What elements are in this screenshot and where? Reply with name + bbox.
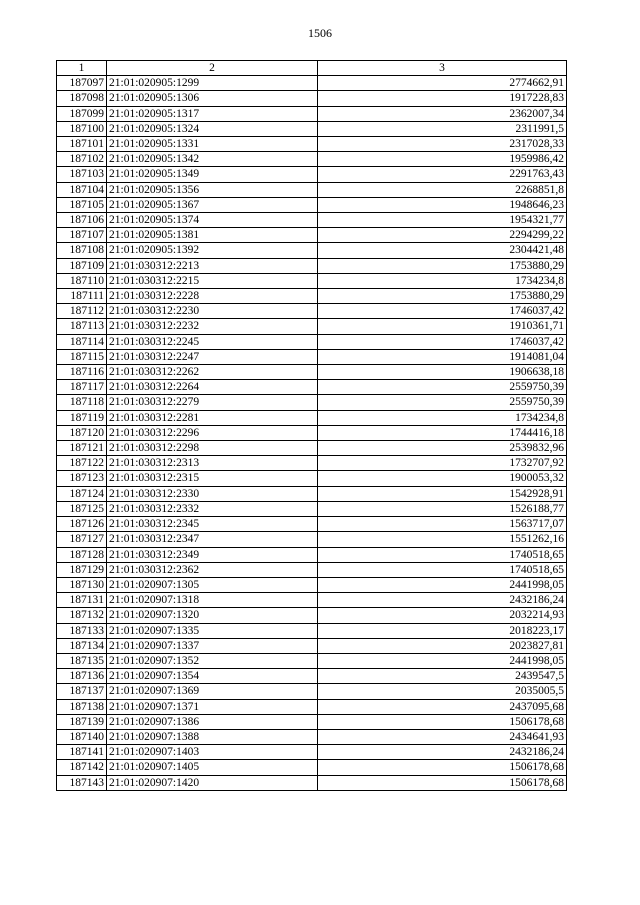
row-number-cell: 187118 xyxy=(57,395,107,410)
cadastral-number-cell: 21:01:030312:2362 xyxy=(107,562,318,577)
table-row xyxy=(57,623,567,638)
cadastral-number-cell: 21:01:020907:1305 xyxy=(107,577,318,592)
cadastral-number-cell: 21:01:030312:2347 xyxy=(107,532,318,547)
table-row xyxy=(57,91,567,106)
table-row xyxy=(57,684,567,699)
row-number-cell: 187112 xyxy=(57,304,107,319)
value-cell: 1734234,8 xyxy=(318,273,567,288)
value-cell: 2432186,24 xyxy=(318,593,567,608)
table-row xyxy=(57,213,567,228)
row-number-cell: 187111 xyxy=(57,289,107,304)
value-cell: 2304421,48 xyxy=(318,243,567,258)
cadastral-number-cell: 21:01:020905:1324 xyxy=(107,121,318,136)
value-cell: 2018223,17 xyxy=(318,623,567,638)
cadastral-number-cell: 21:01:020905:1356 xyxy=(107,182,318,197)
table-row xyxy=(57,152,567,167)
value-cell: 1948646,23 xyxy=(318,197,567,212)
table-row xyxy=(57,137,567,152)
cadastral-number-cell: 21:01:030312:2264 xyxy=(107,380,318,395)
value-cell: 1959986,42 xyxy=(318,152,567,167)
row-number-cell: 187130 xyxy=(57,577,107,592)
value-cell: 2439547,5 xyxy=(318,669,567,684)
row-number-cell: 187108 xyxy=(57,243,107,258)
cadastral-number-cell: 21:01:020905:1306 xyxy=(107,91,318,106)
cadastral-number-cell: 21:01:020907:1369 xyxy=(107,684,318,699)
table-row xyxy=(57,258,567,273)
value-cell: 2432186,24 xyxy=(318,745,567,760)
table-row xyxy=(57,760,567,775)
value-cell: 1753880,29 xyxy=(318,289,567,304)
cadastral-number-cell: 21:01:030312:2279 xyxy=(107,395,318,410)
row-number-cell: 187133 xyxy=(57,623,107,638)
table-body xyxy=(57,76,567,791)
table-row xyxy=(57,182,567,197)
cadastral-number-cell: 21:01:030312:2215 xyxy=(107,273,318,288)
row-number-cell: 187123 xyxy=(57,471,107,486)
table-row xyxy=(57,106,567,121)
cadastral-number-cell: 21:01:020907:1318 xyxy=(107,593,318,608)
cadastral-number-cell: 21:01:030312:2262 xyxy=(107,365,318,380)
cadastral-number-cell: 21:01:030312:2315 xyxy=(107,471,318,486)
row-number-cell: 187125 xyxy=(57,501,107,516)
cadastral-number-cell: 21:01:020907:1386 xyxy=(107,714,318,729)
row-number-cell: 187122 xyxy=(57,456,107,471)
value-cell: 1506178,68 xyxy=(318,775,567,790)
value-cell: 1542928,91 xyxy=(318,486,567,501)
table-row xyxy=(57,501,567,516)
cadastral-number-cell: 21:01:020907:1320 xyxy=(107,608,318,623)
value-cell: 1954321,77 xyxy=(318,213,567,228)
cadastral-number-cell: 21:01:030312:2345 xyxy=(107,517,318,532)
row-number-cell: 187138 xyxy=(57,699,107,714)
table-row xyxy=(57,319,567,334)
row-number-cell: 187106 xyxy=(57,213,107,228)
cadastral-number-cell: 21:01:030312:2213 xyxy=(107,258,318,273)
row-number-cell: 187099 xyxy=(57,106,107,121)
table-row xyxy=(57,349,567,364)
table-row xyxy=(57,699,567,714)
value-cell: 1906638,18 xyxy=(318,365,567,380)
row-number-cell: 187132 xyxy=(57,608,107,623)
cadastral-number-cell: 21:01:020907:1352 xyxy=(107,653,318,668)
row-number-cell: 187101 xyxy=(57,137,107,152)
value-cell: 2268851,8 xyxy=(318,182,567,197)
table-row xyxy=(57,365,567,380)
page-number: 1506 xyxy=(308,26,332,40)
table-row xyxy=(57,334,567,349)
row-number-cell: 187137 xyxy=(57,684,107,699)
table-row xyxy=(57,304,567,319)
table-row xyxy=(57,121,567,136)
cadastral-number-cell: 21:01:030312:2330 xyxy=(107,486,318,501)
value-cell: 2539832,96 xyxy=(318,441,567,456)
column-header-3: 3 xyxy=(318,61,567,76)
value-cell: 2774662,91 xyxy=(318,76,567,91)
cadastral-number-cell: 21:01:030312:2313 xyxy=(107,456,318,471)
cadastral-number-cell: 21:01:020905:1392 xyxy=(107,243,318,258)
row-number-cell: 187114 xyxy=(57,334,107,349)
value-cell: 2311991,5 xyxy=(318,121,567,136)
row-number-cell: 187103 xyxy=(57,167,107,182)
cadastral-number-cell: 21:01:020905:1367 xyxy=(107,197,318,212)
value-cell: 1746037,42 xyxy=(318,304,567,319)
value-cell: 1551262,16 xyxy=(318,532,567,547)
row-number-cell: 187136 xyxy=(57,669,107,684)
cadastral-number-cell: 21:01:020907:1420 xyxy=(107,775,318,790)
cadastral-number-cell: 21:01:020905:1299 xyxy=(107,76,318,91)
table-row xyxy=(57,228,567,243)
value-cell: 1746037,42 xyxy=(318,334,567,349)
cadastral-number-cell: 21:01:030312:2228 xyxy=(107,289,318,304)
table-row xyxy=(57,273,567,288)
cadastral-number-cell: 21:01:020905:1342 xyxy=(107,152,318,167)
value-cell: 1914081,04 xyxy=(318,349,567,364)
table-row xyxy=(57,395,567,410)
cadastral-number-cell: 21:01:020905:1381 xyxy=(107,228,318,243)
value-cell: 2317028,33 xyxy=(318,137,567,152)
table-row xyxy=(57,456,567,471)
cadastral-number-cell: 21:01:020905:1331 xyxy=(107,137,318,152)
value-cell: 2362007,34 xyxy=(318,106,567,121)
row-number-cell: 187135 xyxy=(57,653,107,668)
row-number-cell: 187115 xyxy=(57,349,107,364)
cadastral-number-cell: 21:01:020905:1349 xyxy=(107,167,318,182)
row-number-cell: 187100 xyxy=(57,121,107,136)
cadastral-number-cell: 21:01:030312:2230 xyxy=(107,304,318,319)
cadastral-number-cell: 21:01:030312:2281 xyxy=(107,410,318,425)
value-cell: 1526188,77 xyxy=(318,501,567,516)
table-row xyxy=(57,775,567,790)
value-cell: 2032214,93 xyxy=(318,608,567,623)
row-number-cell: 187120 xyxy=(57,425,107,440)
value-cell: 1732707,92 xyxy=(318,456,567,471)
cadastral-number-cell: 21:01:030312:2332 xyxy=(107,501,318,516)
cadastral-number-cell: 21:01:020905:1374 xyxy=(107,213,318,228)
row-number-cell: 187141 xyxy=(57,745,107,760)
value-cell: 2294299,22 xyxy=(318,228,567,243)
row-number-cell: 187107 xyxy=(57,228,107,243)
column-header-2: 2 xyxy=(107,61,318,76)
cadastral-number-cell: 21:01:030312:2349 xyxy=(107,547,318,562)
table-row xyxy=(57,380,567,395)
value-cell: 1917228,83 xyxy=(318,91,567,106)
table-row xyxy=(57,532,567,547)
value-cell: 1910361,71 xyxy=(318,319,567,334)
table-row xyxy=(57,714,567,729)
cadastral-number-cell: 21:01:020907:1337 xyxy=(107,638,318,653)
cadastral-number-cell: 21:01:020907:1335 xyxy=(107,623,318,638)
table-row xyxy=(57,197,567,212)
cadastral-number-cell: 21:01:030312:2298 xyxy=(107,441,318,456)
value-cell: 1744416,18 xyxy=(318,425,567,440)
value-cell: 2035005,5 xyxy=(318,684,567,699)
value-cell: 2559750,39 xyxy=(318,395,567,410)
cadastral-number-cell: 21:01:020907:1403 xyxy=(107,745,318,760)
value-cell: 1753880,29 xyxy=(318,258,567,273)
table-row xyxy=(57,547,567,562)
cadastral-number-cell: 21:01:030312:2296 xyxy=(107,425,318,440)
cadastral-number-cell: 21:01:020907:1388 xyxy=(107,729,318,744)
table-row xyxy=(57,593,567,608)
row-number-cell: 187097 xyxy=(57,76,107,91)
row-number-cell: 187109 xyxy=(57,258,107,273)
value-cell: 1563717,07 xyxy=(318,517,567,532)
value-cell: 1900053,32 xyxy=(318,471,567,486)
table-row xyxy=(57,669,567,684)
value-cell: 1506178,68 xyxy=(318,714,567,729)
row-number-cell: 187119 xyxy=(57,410,107,425)
table-row xyxy=(57,441,567,456)
cadastral-number-cell: 21:01:030312:2247 xyxy=(107,349,318,364)
table-row xyxy=(57,471,567,486)
row-number-cell: 187104 xyxy=(57,182,107,197)
table-row xyxy=(57,653,567,668)
value-cell: 2291763,43 xyxy=(318,167,567,182)
row-number-cell: 187117 xyxy=(57,380,107,395)
cadastral-number-cell: 21:01:020907:1405 xyxy=(107,760,318,775)
row-number-cell: 187116 xyxy=(57,365,107,380)
table-row xyxy=(57,167,567,182)
table-row xyxy=(57,410,567,425)
data-table xyxy=(56,60,567,791)
value-cell: 2559750,39 xyxy=(318,380,567,395)
row-number-cell: 187142 xyxy=(57,760,107,775)
table-row xyxy=(57,608,567,623)
cadastral-number-cell: 21:01:030312:2232 xyxy=(107,319,318,334)
row-number-cell: 187140 xyxy=(57,729,107,744)
row-number-cell: 187102 xyxy=(57,152,107,167)
row-number-cell: 187105 xyxy=(57,197,107,212)
cadastral-number-cell: 21:01:020907:1354 xyxy=(107,669,318,684)
row-number-cell: 187143 xyxy=(57,775,107,790)
row-number-cell: 187098 xyxy=(57,91,107,106)
value-cell: 1506178,68 xyxy=(318,760,567,775)
row-number-cell: 187131 xyxy=(57,593,107,608)
row-number-cell: 187121 xyxy=(57,441,107,456)
row-number-cell: 187128 xyxy=(57,547,107,562)
value-cell: 1734234,8 xyxy=(318,410,567,425)
table-row xyxy=(57,562,567,577)
table-row xyxy=(57,243,567,258)
row-number-cell: 187110 xyxy=(57,273,107,288)
table-row xyxy=(57,517,567,532)
value-cell: 2434641,93 xyxy=(318,729,567,744)
row-number-cell: 187139 xyxy=(57,714,107,729)
value-cell: 1740518,65 xyxy=(318,547,567,562)
table-row xyxy=(57,289,567,304)
table-row xyxy=(57,638,567,653)
row-number-cell: 187129 xyxy=(57,562,107,577)
table-row xyxy=(57,745,567,760)
cadastral-number-cell: 21:01:020907:1371 xyxy=(107,699,318,714)
row-number-cell: 187126 xyxy=(57,517,107,532)
table-row xyxy=(57,76,567,91)
table-header-row xyxy=(57,61,567,76)
table-row xyxy=(57,577,567,592)
value-cell: 1740518,65 xyxy=(318,562,567,577)
value-cell: 2023827,81 xyxy=(318,638,567,653)
value-cell: 2441998,05 xyxy=(318,653,567,668)
row-number-cell: 187127 xyxy=(57,532,107,547)
column-header-1: 1 xyxy=(57,61,107,76)
row-number-cell: 187134 xyxy=(57,638,107,653)
cadastral-number-cell: 21:01:030312:2245 xyxy=(107,334,318,349)
cadastral-number-cell: 21:01:020905:1317 xyxy=(107,106,318,121)
value-cell: 2441998,05 xyxy=(318,577,567,592)
table-row xyxy=(57,486,567,501)
row-number-cell: 187124 xyxy=(57,486,107,501)
row-number-cell: 187113 xyxy=(57,319,107,334)
table-row xyxy=(57,729,567,744)
value-cell: 2437095,68 xyxy=(318,699,567,714)
table-row xyxy=(57,425,567,440)
